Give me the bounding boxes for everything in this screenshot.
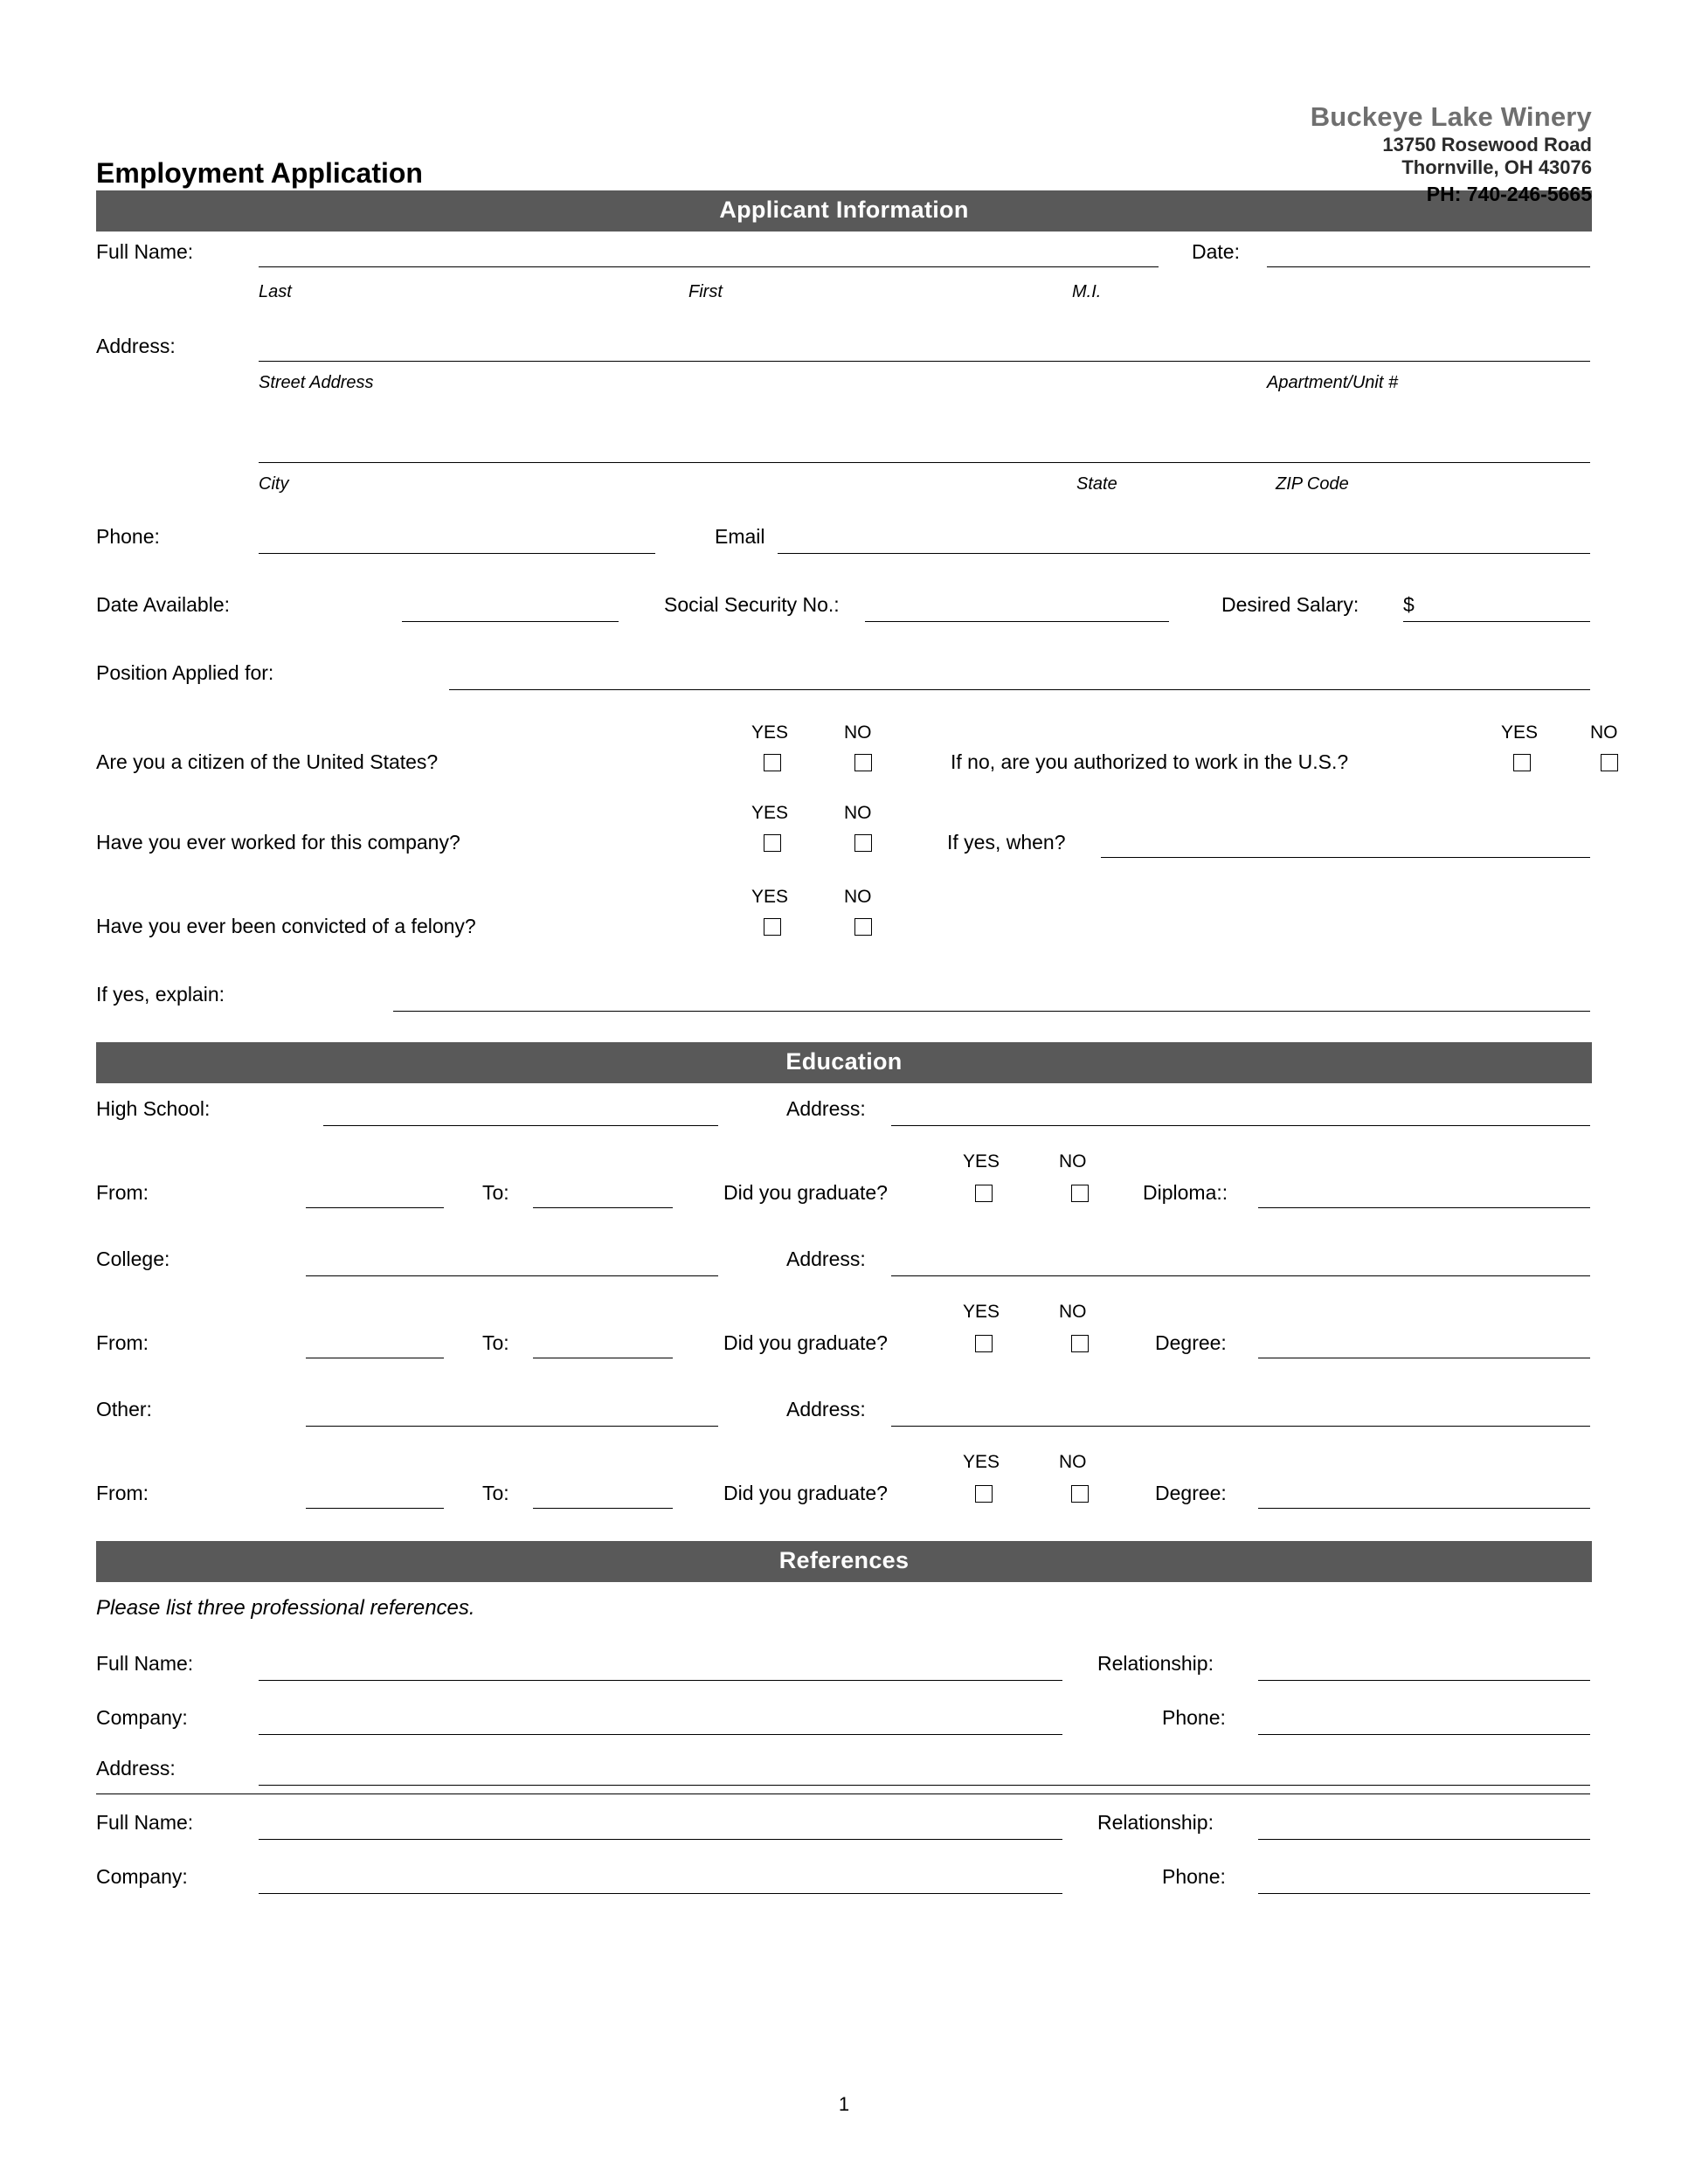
worked-yes-label: YES [751,803,789,823]
felony-question-label: Have you ever been convicted of a felony? [96,915,476,937]
other-graduate-yes-label: YES [963,1452,1000,1472]
other-graduate-yes-checkbox[interactable] [975,1485,993,1503]
row-reference2-company [96,1858,1592,1912]
college-from-label: From: [96,1331,149,1354]
citizen-yes-checkbox[interactable] [764,754,781,771]
reference2-relationship-label: Relationship: [1097,1811,1214,1834]
reference1-relationship-label: Relationship: [1097,1652,1214,1675]
section-references: References [96,1541,1592,1582]
date-available-input[interactable] [402,621,619,622]
diploma-label: Diploma:: [1143,1181,1228,1204]
street-address-input[interactable] [259,361,1590,362]
reference1-phone-label: Phone: [1162,1706,1226,1729]
date-input[interactable] [1267,266,1590,267]
hs-graduate-yes-checkbox[interactable] [975,1185,993,1202]
section-applicant-information: Applicant Information [96,190,1592,232]
other-school-address-label: Address: [786,1398,866,1420]
currency-symbol: $ [1403,593,1415,616]
row-phone-email [96,515,1592,583]
other-graduate-label: Did you graduate? [723,1482,888,1504]
row-high-school-dates [96,1151,1592,1234]
authorized-question-label: If no, are you authorized to work in the U.S.? [951,750,1349,773]
authorized-no-label: NO [1590,722,1618,743]
felony-explain-input[interactable] [393,1011,1590,1012]
high-school-address-input[interactable] [891,1125,1590,1126]
ssn-input[interactable] [865,621,1169,622]
row-high-school [96,1083,1592,1151]
section-education: Education [96,1042,1592,1083]
worked-no-label: NO [844,803,872,823]
hs-from-input[interactable] [306,1207,444,1208]
sublabel-mi: M.I. [1072,282,1102,301]
position-applied-label: Position Applied for: [96,661,274,684]
other-school-label: Other: [96,1398,152,1420]
sublabel-zip: ZIP Code [1276,474,1349,494]
reference1-address-input[interactable] [259,1785,1590,1786]
college-graduate-no-label: NO [1059,1302,1087,1322]
row-felony-explain [96,971,1592,1035]
diploma-input[interactable] [1258,1207,1590,1208]
phone-input[interactable] [259,553,655,554]
address-label: Address: [96,335,176,357]
high-school-input[interactable] [323,1125,718,1126]
citizen-no-checkbox[interactable] [854,754,872,771]
row-college [96,1234,1592,1302]
sublabel-street-address: Street Address [259,373,374,392]
desired-salary-label: Desired Salary: [1221,593,1359,616]
row-citizenship-question [96,719,1618,803]
other-graduate-no-checkbox[interactable] [1071,1485,1089,1503]
other-school-address-input[interactable] [891,1426,1590,1427]
row-other-school [96,1384,1592,1452]
row-other-school-dates [96,1452,1592,1534]
reference1-company-label: Company: [96,1706,188,1729]
other-graduate-no-label: NO [1059,1452,1087,1472]
college-graduate-label: Did you graduate? [723,1331,888,1354]
college-graduate-yes-label: YES [963,1302,1000,1322]
page-number: 1 [838,2093,850,2115]
college-address-input[interactable] [891,1275,1590,1276]
worked-no-checkbox[interactable] [854,834,872,852]
other-from-label: From: [96,1482,149,1504]
felony-no-label: NO [844,887,872,907]
reference1-name-input[interactable] [259,1680,1062,1681]
if-yes-when-label: If yes, when? [947,831,1066,854]
company-address-line2: Thornville, OH 43076 [1401,156,1592,178]
form-sheet [96,52,1618,2115]
other-to-input[interactable] [533,1508,673,1509]
citizen-question-label: Are you a citizen of the United States? [96,750,439,773]
full-name-input[interactable] [259,266,1159,267]
city-state-zip-input[interactable] [259,462,1590,463]
citizen-no-label: NO [844,722,872,743]
row-felony-question [96,887,1592,971]
college-degree-label: Degree: [1155,1331,1227,1354]
other-degree-input[interactable] [1258,1508,1590,1509]
references-instruction: Please list three professional references. [96,1596,475,1620]
row-college-dates [96,1302,1592,1384]
row-street-address [96,322,1592,373]
college-to-label: To: [482,1331,509,1354]
page-title: Employment Application [96,157,423,189]
row-reference2-name [96,1804,1592,1858]
hs-graduate-yes-label: YES [963,1151,1000,1171]
hs-graduate-no-label: NO [1059,1151,1087,1171]
row-reference1-address [96,1753,1592,1804]
row-full-name [96,232,1592,282]
row-city-sublabels [96,474,1592,515]
hs-to-label: To: [482,1181,509,1204]
other-school-input[interactable] [306,1426,718,1427]
form-header [96,52,1592,206]
row-position-applied [96,651,1592,719]
sublabel-city: City [259,474,289,494]
reference2-name-input[interactable] [259,1839,1062,1840]
row-reference1-name [96,1645,1592,1699]
reference2-name-label: Full Name: [96,1811,194,1834]
hs-from-label: From: [96,1181,149,1204]
reference2-company-input[interactable] [259,1893,1062,1894]
reference2-company-label: Company: [96,1865,188,1888]
company-address-line1: 13750 Rosewood Road [1382,133,1592,156]
full-name-label: Full Name: [96,240,194,263]
row-city-state-zip [96,413,1592,474]
felony-yes-label: YES [751,887,789,907]
high-school-label: High School: [96,1097,211,1120]
other-to-label: To: [482,1482,509,1504]
hs-to-input[interactable] [533,1207,673,1208]
row-availability-ssn-salary [96,583,1592,651]
felony-yes-checkbox[interactable] [764,918,781,936]
authorized-yes-label: YES [1501,722,1539,743]
desired-salary-input[interactable] [1403,621,1590,622]
row-address-sublabels [96,373,1592,413]
worked-before-question-label: Have you ever worked for this company? [96,831,460,854]
position-applied-input[interactable] [449,689,1590,690]
ssn-label: Social Security No.: [664,593,840,616]
college-address-label: Address: [786,1248,866,1270]
other-degree-label: Degree: [1155,1482,1227,1504]
reference1-name-label: Full Name: [96,1652,194,1675]
reference2-relationship-input[interactable] [1258,1839,1590,1840]
sublabel-last: Last [259,282,292,301]
if-yes-when-input[interactable] [1101,857,1590,858]
row-references-instruction [96,1582,1592,1645]
college-graduate-no-checkbox[interactable] [1071,1335,1089,1352]
row-full-name-sublabels [96,282,1592,322]
phone-label: Phone: [96,525,160,548]
company-phone: PH: 740-246-5665 [1426,183,1592,206]
hs-graduate-no-checkbox[interactable] [1071,1185,1089,1202]
college-graduate-yes-checkbox[interactable] [975,1335,993,1352]
sublabel-state: State [1076,474,1117,494]
company-info [1311,101,1592,207]
if-yes-explain-label: If yes, explain: [96,983,225,1006]
reference2-phone-label: Phone: [1162,1865,1226,1888]
high-school-address-label: Address: [786,1097,866,1120]
authorized-yes-checkbox[interactable] [1513,754,1531,771]
citizen-yes-label: YES [751,722,789,743]
reference1-relationship-input[interactable] [1258,1680,1590,1681]
authorized-no-checkbox[interactable] [1601,754,1618,771]
row-worked-before-question [96,803,1592,887]
felony-no-checkbox[interactable] [854,918,872,936]
company-name: Buckeye Lake Winery [1310,101,1592,132]
college-label: College: [96,1248,170,1270]
sublabel-apartment-unit: Apartment/Unit # [1267,373,1399,392]
reference2-phone-input[interactable] [1258,1893,1590,1894]
email-input[interactable] [778,553,1590,554]
worked-yes-checkbox[interactable] [764,834,781,852]
date-available-label: Date Available: [96,593,231,616]
date-label: Date: [1192,240,1240,263]
row-reference1-company [96,1699,1592,1753]
reference1-address-label: Address: [96,1757,176,1780]
email-label: Email [715,525,765,548]
college-input[interactable] [306,1275,718,1276]
hs-graduate-label: Did you graduate? [723,1181,888,1204]
sublabel-first: First [688,282,723,301]
other-from-input[interactable] [306,1508,444,1509]
reference1-phone-input[interactable] [1258,1734,1590,1735]
reference1-company-input[interactable] [259,1734,1062,1735]
